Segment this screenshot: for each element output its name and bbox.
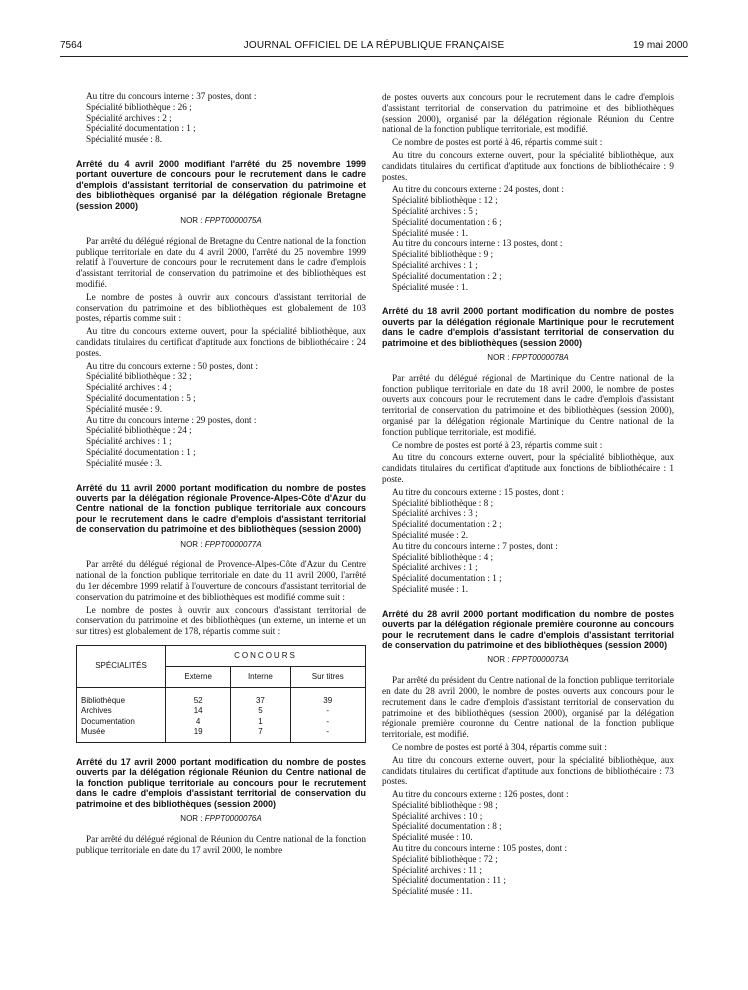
list-item: Au titre du concours interne : 105 postes, dont : — [392, 843, 568, 854]
page-header — [60, 40, 688, 56]
section-title-martinique: Arrêté du 18 avril 2000 portant modification du nombre de postes ouverts par la délégation régionale Martinique pour le recrutement dans le cadre d'emplois d'assistant territorial de conservation du patrimoine et des bibliothèques (session 2000) — [382, 306, 674, 348]
list-item: Spécialité documentation : 1 ; — [392, 573, 502, 584]
table-header-concours: CONCOURS — [166, 645, 366, 666]
paragraph: Au titre du concours externe ouvert, pour la spécialité bibliothèque, aux candidats titulaires du certificat d'aptitude aux fonctions de bibliothécaire : 73 postes. — [382, 754, 674, 787]
table-header-interne: Interne — [231, 666, 290, 687]
row-label: Archives — [81, 706, 112, 716]
cell-value: 7 — [258, 727, 263, 737]
list-item: Spécialité bibliothèque : 26 ; — [86, 101, 192, 112]
list-item: Au titre du concours interne : 7 postes, dont : — [392, 540, 558, 551]
list-item: Au titre du concours externe : 126 postes, dont : — [392, 789, 569, 800]
list-item: Spécialité musée : 2. — [392, 529, 469, 540]
list-item: Spécialité musée : 8. — [86, 134, 163, 145]
list-item: Spécialité documentation : 1 ; — [86, 446, 196, 457]
header-rule — [60, 56, 688, 57]
paragraph: Le nombre de postes à ouvrir aux concours d'assistant territorial de conservation du patrimoine et des bibliothèques est globalement de 103 postes, répartis comme suit : — [76, 291, 366, 324]
table-header-specialites: SPÉCIALITÉS — [77, 645, 166, 687]
list-item: Spécialité documentation : 2 ; — [392, 270, 502, 281]
list-item: Spécialité archives : 1 ; — [86, 436, 172, 447]
row-label: Musée — [81, 727, 106, 737]
paragraph: Le nombre de postes à ouvrir aux concours d'assistant territorial de conservation du patrimoine et des bibliothèques (un externe, un interne et un sur titres) est globalement de 178, répartis comme suit : — [76, 604, 366, 637]
paragraph: Au titre du concours externe ouvert, pour la spécialité bibliothèque, aux candidats titulaires du certificat d'aptitude aux fonctions de bibliothécaire : 1 poste. — [382, 452, 674, 484]
nor-reference: NOR : FPPT0000076A — [180, 813, 262, 823]
list-item: Spécialité bibliothèque : 8 ; — [392, 497, 494, 508]
table-cell-externe — [166, 687, 231, 742]
nor-reference: NOR : FPPT0000078A — [487, 352, 569, 362]
list-item: Spécialité archives : 4 ; — [86, 382, 172, 393]
list-item: Spécialité archives : 2 ; — [86, 112, 172, 123]
list-item: Spécialité documentation : 6 ; — [392, 216, 502, 227]
cell-value: 1 — [258, 716, 263, 726]
list-item: Spécialité archives : 10 ; — [392, 810, 483, 821]
list-item: Spécialité archives : 1 ; — [392, 562, 478, 573]
row-label: Bibliothèque — [81, 695, 126, 705]
list-item: Spécialité documentation : 1 ; — [86, 123, 196, 134]
list-item: Spécialité musée : 10. — [392, 832, 473, 843]
table-cell-labels — [77, 687, 166, 742]
paragraph: Ce nombre de postes est porté à 304, répartis comme suit : — [392, 741, 607, 752]
list-item: Spécialité bibliothèque : 9 ; — [392, 249, 494, 260]
cell-value: 19 — [193, 727, 203, 737]
table-cell-sur-titres — [290, 687, 365, 742]
list-item: Spécialité musée : 1. — [392, 281, 469, 292]
list-item: Spécialité musée : 1. — [392, 583, 469, 594]
list-item: Au titre du concours externe : 24 postes, dont : — [392, 184, 564, 195]
paragraph: Au titre du concours externe ouvert, pour la spécialité bibliothèque, aux candidats titulaires du certificat d'aptitude aux fonctions de bibliothécaire : 9 postes. — [382, 149, 674, 182]
list-item: Spécialité documentation : 11 ; — [392, 875, 506, 886]
row-label: Documentation — [81, 716, 135, 726]
list-item: Spécialité bibliothèque : 32 ; — [86, 371, 192, 382]
list-item: Spécialité archives : 5 ; — [392, 205, 478, 216]
list-item: Au titre du concours interne : 29 postes, dont : — [86, 414, 257, 425]
journal-title: JOURNAL OFFICIEL DE LA RÉPUBLIQUE FRANÇAISE — [243, 40, 505, 51]
concours-table — [76, 645, 366, 743]
section-title-premiere-couronne: Arrêté du 28 avril 2000 portant modification du nombre de postes ouverts par la délégation régionale première couronne au concours pour le recrutement dans le cadre d'emplois d'assistant territorial de conservation du patrimoine et des bibliothèques (session 2000) — [382, 608, 674, 650]
list-item: Spécialité documentation : 2 ; — [392, 519, 502, 530]
section-title-paca: Arrêté du 11 avril 2000 portant modification du nombre de postes ouverts par la délégation régionale Provence-Alpes-Côte d'Azur du Centre national de la fonction publique territoriale aux concours pour le recrutement dans le cadre d'emplois d'assistant territorial de conservation du patrimoine et des bibliothèques (session 2000) — [76, 482, 366, 535]
right-column — [382, 92, 674, 897]
cell-value: 14 — [193, 706, 203, 716]
paragraph: Par arrêté du président du Centre national de la fonction publique territoriale en date du 28 avril 2000, le nombre de postes ouverts aux concours pour le recrutement dans le cadre d'emplois d'assistant territorial de conservation du patrimoine et des bibliothèques (session 2000), organisé par la délégation régionale première couronne du Centre national de la fonction publique territoriale, est modifié. — [382, 675, 674, 740]
list-item: Spécialité documentation : 8 ; — [392, 821, 502, 832]
list-item: Spécialité bibliothèque : 24 ; — [86, 425, 192, 436]
paragraph: Par arrêté du délégué régional de Martinique du Centre national de la fonction publique territoriale en date du 18 avril 2000, le nombre de postes ouverts aux concours pour le recrutement dans le cadre d'emplois d'assistant territorial de conservation du patrimoine et des bibliothèques (session 2000), organisé par la délégation régionale Martinique du Centre national de la fonction publique territoriale, est modifié. — [382, 372, 674, 437]
paragraph: Au titre du concours externe ouvert, pour la spécialité bibliothèque, aux candidats titulaires du certificat d'aptitude aux fonctions de bibliothécaire : 24 postes. — [76, 326, 366, 358]
issue-date: 19 mai 2000 — [632, 40, 688, 51]
list-item: Spécialité bibliothèque : 72 ; — [392, 853, 498, 864]
list-item: Spécialité bibliothèque : 98 ; — [392, 799, 498, 810]
list-item: Spécialité archives : 3 ; — [392, 508, 478, 519]
paragraph: Par arrêté du délégué régional de Provence-Alpes-Côte d'Azur du Centre national de la fonction publique territoriale en date du 11 avril 2000, l'arrêté du 1er décembre 1999 relatif à l'ouverture de concours d'assistant territorial de conservation du patrimoine et des bibliothèques est modifié comme suit : — [76, 559, 366, 602]
list-item: Spécialité musée : 3. — [86, 457, 163, 468]
cell-value: 39 — [323, 695, 333, 705]
cell-value: 52 — [193, 695, 203, 705]
cell-value: - — [326, 716, 330, 726]
list-item: Au titre du concours externe : 50 postes, dont : — [86, 360, 258, 371]
list-item: Spécialité bibliothèque : 12 ; — [392, 195, 498, 206]
list-item: Spécialité archives : 1 ; — [392, 259, 478, 270]
list-item: Spécialité archives : 11 ; — [392, 864, 482, 875]
section-title-bretagne: Arrêté du 4 avril 2000 modifiant l'arrêté du 25 novembre 1999 portant ouverture de concours pour le recrutement dans le cadre d'emplois d'assistant territorial de conservation du patrimoine et des bibliothèques organisé par la délégation régionale Bretagne (session 2000) — [76, 158, 366, 211]
list-item: Spécialité bibliothèque : 4 ; — [392, 551, 494, 562]
paragraph: Par arrêté du délégué régional de Bretagne du Centre national de la fonction publique territoriale en date du 4 avril 2000, l'arrêté du 25 novembre 1999 relatif à l'ouverture de concours pour le recrutement dans le cadre d'emplois d'assistant territorial de conservation du patrimoine et des bibliothèques est modifié. — [76, 235, 366, 289]
list-item: Au titre du concours externe : 15 postes, dont : — [392, 486, 564, 497]
page-number: 7564 — [60, 40, 83, 51]
list-item: Au titre du concours interne : 13 postes, dont : — [392, 238, 563, 249]
table-header-sur-titres: Sur titres — [290, 666, 365, 687]
paragraph: Ce nombre de postes est porté à 46, répartis comme suit : — [392, 137, 603, 148]
paragraph: de postes ouverts aux concours pour le recrutement dans le cadre d'emplois d'assistant territorial de conservation du patrimoine et des bibliothèques (session 2000), organisé par la délégation régionale Réunion du Centre national de la fonction publique territoriale, est modifié. — [382, 92, 674, 135]
list-item: Spécialité musée : 1. — [392, 227, 469, 238]
nor-reference: NOR : FPPT0000077A — [180, 539, 262, 549]
nor-reference: NOR : FPPT0000073A — [487, 655, 569, 665]
section-title-reunion: Arrêté du 17 avril 2000 portant modification du nombre de postes ouverts par la délégation régionale Réunion du Centre national de la fonction publique territoriale au concours pour le recrutement dans le cadre d'emplois d'assistant territorial de conservation du patrimoine et des bibliothèques (session 2000) — [76, 756, 366, 809]
table-header-externe: Externe — [166, 666, 231, 687]
left-column — [76, 91, 366, 857]
cell-value: 5 — [258, 706, 263, 716]
cell-value: - — [326, 727, 330, 737]
paragraph: Par arrêté du délégué régional de Réunion du Centre national de la fonction publique territoriale en date du 17 avril 2000, le nombre — [76, 833, 366, 855]
table-cell-interne — [231, 687, 290, 742]
paragraph: Ce nombre de postes est porté à 23, répartis comme suit : — [392, 439, 603, 450]
cell-value: - — [326, 706, 330, 716]
list-item: Au titre du concours interne : 37 postes, dont : — [86, 91, 257, 101]
nor-reference: NOR : FPPT0000075A — [180, 216, 262, 226]
list-item: Spécialité musée : 11. — [392, 886, 473, 897]
cell-value: 4 — [195, 716, 201, 726]
list-item: Spécialité documentation : 5 ; — [86, 392, 196, 403]
cell-value: 37 — [255, 695, 265, 705]
list-item: Spécialité musée : 9. — [86, 403, 163, 414]
